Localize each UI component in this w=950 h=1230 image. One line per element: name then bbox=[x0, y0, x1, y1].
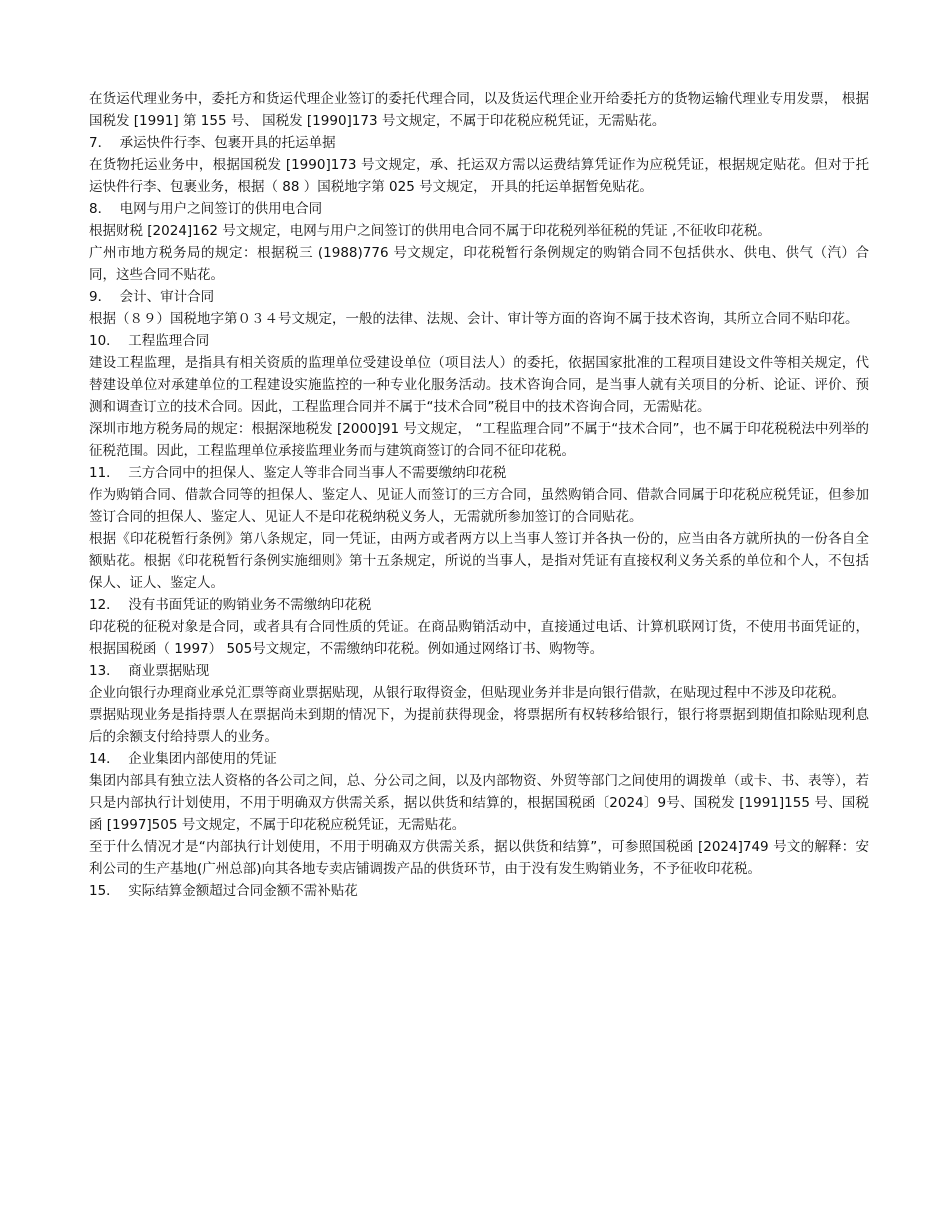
paragraph-group-internal: 集团内部具有独立法人资格的各公司之间，总、分公司之间，以及内部物资、外贸等部门之间使用的调拨单（或卡、书、表等），若只是内部执行计划使用，不用于明确双方供需关系，据以供货和结算的，根据国税函〔2024〕9号、国税发 [1991]155 号、国税函 [1997]505 号文规定，不属于印花税应税凭证，无需贴花。 bbox=[89, 773, 869, 833]
section-heading-12: 12． 没有书面凭证的购销业务不需缴纳印花税 bbox=[89, 597, 372, 613]
section-heading-8: 8． 电网与用户之间签订的供用电合同 bbox=[89, 201, 323, 217]
paragraph-freight-agency: 在货运代理业务中，委托方和货运代理企业签订的委托代理合同，以及货运代理企业开给委托方的货物运输代理业专用发票， 根据国税发 [1991] 第 155 号、 国税发 [1990]173 号文规定，不属于印花税应税凭证，无需贴花。 bbox=[89, 91, 869, 129]
paragraph-guangzhou-rule: 广州市地方税务局的规定：根据税三 (1988)776 号文规定，印花税暂行条例规定的购销合同不包括供水、供电、供气（汽）合同，这些合同不贴花。 bbox=[89, 245, 869, 283]
paragraph-discount-2: 票据贴现业务是指持票人在票据尚未到期的情况下，为提前获得现金，将票据所有权转移给银行，银行将票据到期值扣除贴现利息后的余额支付给持票人的业务。 bbox=[89, 707, 869, 745]
document-body bbox=[89, 88, 869, 902]
section-heading-13: 13． 商业票据贴现 bbox=[89, 663, 210, 679]
section-heading-14: 14． 企业集团内部使用的凭证 bbox=[89, 751, 277, 767]
section-heading-11: 11． 三方合同中的担保人、鉴定人等非合同当事人不需要缴纳印花税 bbox=[89, 465, 507, 481]
paragraph-audit-contract: 根据（８９）国税地字第０３４号文规定，一般的法律、法规、会计、审计等方面的咨询不属于技术咨询，其所立合同不贴印花。 bbox=[89, 311, 859, 327]
paragraph-tripartite-contract: 作为购销合同、借款合同等的担保人、鉴定人、见证人而签订的三方合同，虽然购销合同、借款合同属于印花税应税凭证，但参加签订合同的担保人、鉴定人、见证人不是印花税纳税义务人，无需就所参加签订的合同贴花。 bbox=[89, 487, 869, 525]
paragraph-power-supply: 根据财税 [2024]162 号文规定，电网与用户之间签订的供用电合同不属于印花税列举征税的凭证 ,不征收印花税。 bbox=[89, 223, 771, 239]
section-heading-15: 15． 实际结算金额超过合同金额不需补贴花 bbox=[89, 883, 358, 899]
paragraph-amway-example: 至于什么情况才是“内部执行计划使用，不用于明确双方供需关系，据以供货和结算”，可参照国税函 [2024]749 号文的解释：安利公司的生产基地(广州总部)向其各地专卖店铺调拨产品的供货环节，由于没有发生购销业务，不予征收印花税。 bbox=[89, 839, 869, 877]
paragraph-consignment: 在货物托运业务中，根据国税发 [1990]173 号文规定，承、托运双方需以运费结算凭证作为应税凭证，根据规定贴花。但对于托运快件行李、包裹业务，根据（ 88 ）国税地字第 025 号文规定， 开具的托运单据暂免贴花。 bbox=[89, 157, 869, 195]
section-heading-10: 10． 工程监理合同 bbox=[89, 333, 210, 349]
section-heading-7: 7． 承运快件行李、包裹开具的托运单据 bbox=[89, 135, 336, 151]
section-heading-9: 9． 会计、审计合同 bbox=[89, 289, 215, 305]
paragraph-shenzhen-rule: 深圳市地方税务局的规定：根据深地税发 [2000]91 号文规定， “工程监理合同”不属于“技术合同”，也不属于印花税税法中列举的征税范围。因此，工程监理单位承接监理业务而与建筑商签订的合同不征印花税。 bbox=[89, 421, 869, 459]
paragraph-supervision-definition: 建设工程监理，是指具有相关资质的监理单位受建设单位（项目法人）的委托，依据国家批准的工程项目建设文件等相关规定，代替建设单位对承建单位的工程建设实施监控的一种专业化服务活动。技术咨询合同，是当事人就有关项目的分析、论证、评价、预测和调查订立的技术合同。因此，工程监理合同并不属于“技术合同”税目中的技术咨询合同，无需贴花。 bbox=[89, 355, 869, 415]
paragraph-no-written-voucher: 印花税的征税对象是合同，或者具有合同性质的凭证。在商品购销活动中，直接通过电话、计算机联网订货，不使用书面凭证的，根据国税函（ 1997） 505号文规定，不需缴纳印花税。例如通过网络订书、购物等。 bbox=[89, 619, 869, 657]
paragraph-discount-1: 企业向银行办理商业承兑汇票等商业票据贴现，从银行取得资金，但贴现业务并非是向银行借款，在贴现过程中不涉及印花税。 bbox=[89, 685, 845, 701]
paragraph-regulation-article8: 根据《印花税暂行条例》第八条规定，同一凭证，由两方或者两方以上当事人签订并各执一份的，应当由各方就所执的一份各自全额贴花。根据《印花税暂行条例实施细则》第十五条规定，所说的当事人，是指对凭证有直接权利义务关系的单位和个人，不包括保人、证人、鉴定人。 bbox=[89, 531, 869, 591]
